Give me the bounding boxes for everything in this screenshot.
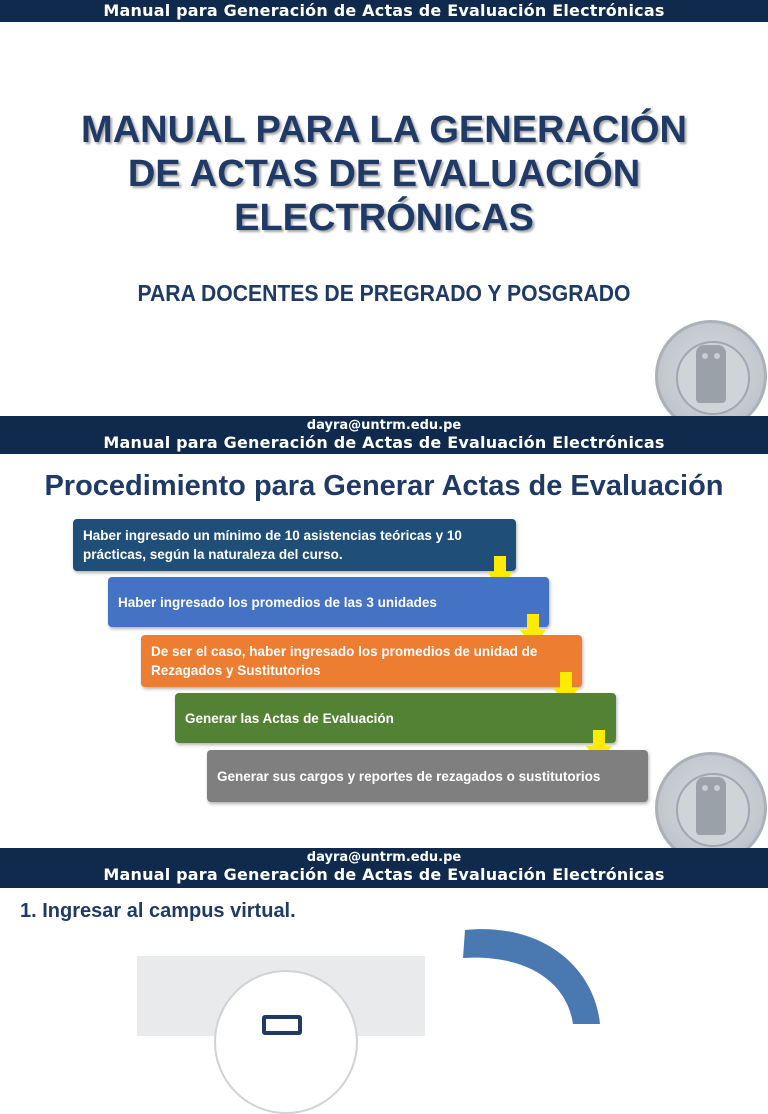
step-3-text: De ser el caso, haber ingresado los promedios de unidad de Rezagados y Sustitutorios xyxy=(151,644,538,678)
step-4-box xyxy=(175,693,616,743)
step-1-box xyxy=(73,519,516,571)
slide1-header-title: Manual para Generación de Actas de Evaluación Electrónicas xyxy=(103,1,665,20)
slide1-title-line-1: MANUAL PARA LA GENERACIÓN xyxy=(81,109,687,151)
computer-monitor-icon xyxy=(262,1015,302,1035)
slide1-header-bar xyxy=(0,0,768,22)
slide1-title-line-2: DE ACTAS DE EVALUACIÓN xyxy=(127,153,641,195)
step-1-text: Haber ingresado un mínimo de 10 asistencias teóricas y 10 prácticas, según la naturaleza del curso. xyxy=(83,528,462,562)
step-2-text: Haber ingresado los promedios de las 3 unidades xyxy=(118,594,437,610)
slide1-title-line-3: ELECTRÓNICAS xyxy=(234,197,534,239)
step-2-box xyxy=(108,577,549,627)
slide2-header-title: Manual para Generación de Actas de Evaluación Electrónicas xyxy=(103,433,665,452)
slide1-subtitle: PARA DOCENTES DE PREGRADO Y POSGRADO xyxy=(137,280,631,306)
step-4-text: Generar las Actas de Evaluación xyxy=(185,710,394,726)
curved-arrow-decoration xyxy=(455,920,615,1024)
slide1-main-title xyxy=(0,108,768,240)
slide1-footer-email: dayra@untrm.edu.pe xyxy=(306,418,462,433)
slide2-header-bar xyxy=(0,416,768,454)
step-5-box xyxy=(207,750,648,802)
slide3-header-bar xyxy=(0,848,768,888)
slide2-title: Procedimiento para Generar Actas de Evaluación xyxy=(44,470,724,502)
step-3-box xyxy=(141,635,582,687)
computer-icon-circle xyxy=(214,970,358,1114)
slide3-header-title: Manual para Generación de Actas de Evaluación Electrónicas xyxy=(103,865,665,884)
slide2-footer-email: dayra@untrm.edu.pe xyxy=(306,850,462,865)
slide3-heading: 1. Ingresar al campus virtual. xyxy=(20,900,296,922)
step-5-text: Generar sus cargos y reportes de rezagados o sustitutorios xyxy=(217,768,601,784)
